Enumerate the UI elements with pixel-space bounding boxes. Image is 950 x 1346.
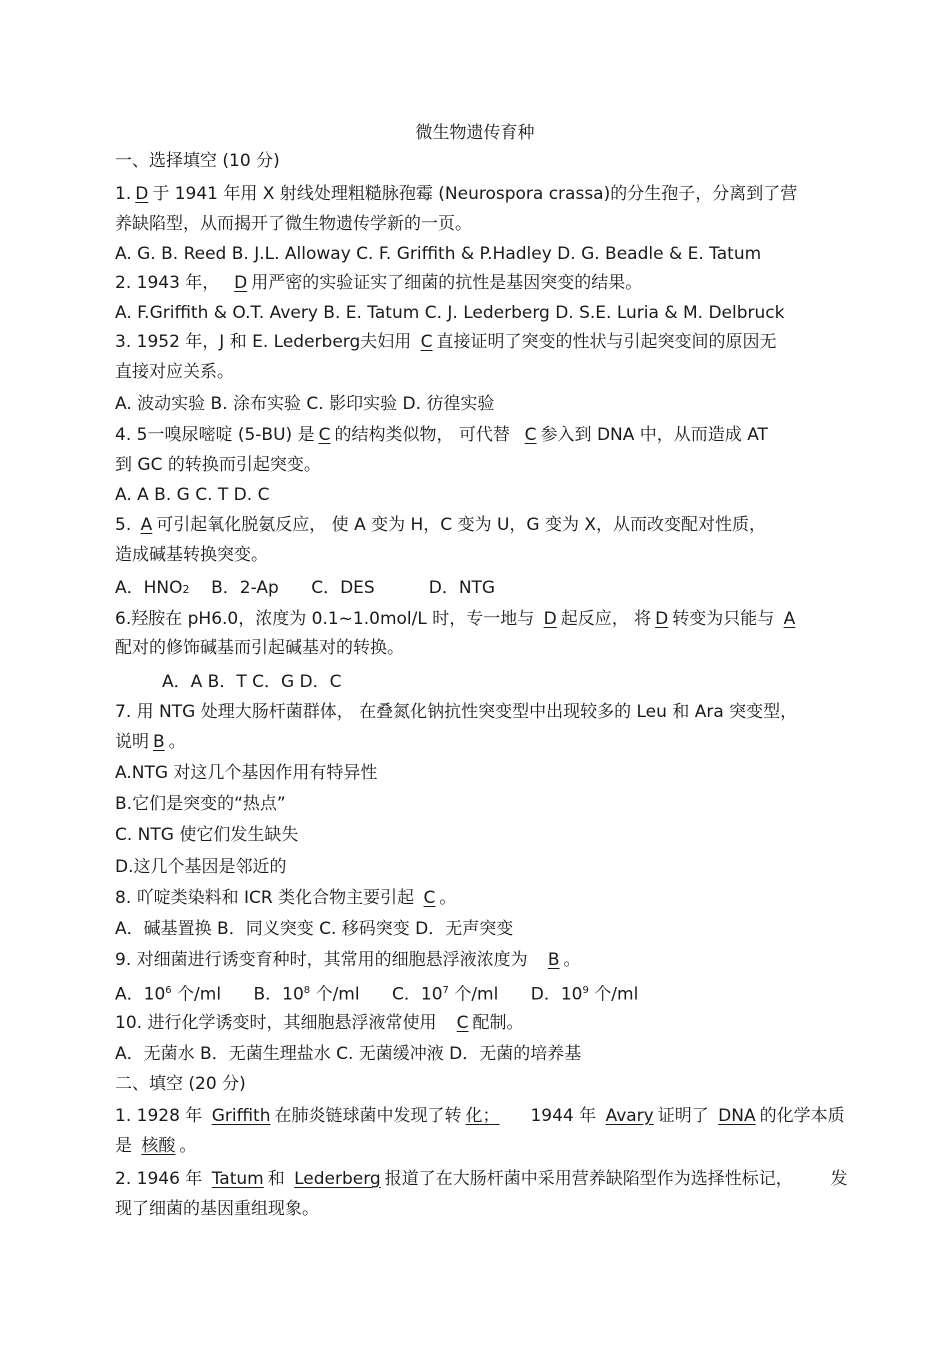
question-7-option-a: A.NTG 对这几个基因作用有特异性	[115, 763, 378, 783]
answer-blank: C	[423, 888, 436, 908]
question-10-line-1: 10. 进行化学诱变时，其细胞悬浮液常使用 C 配制。	[115, 1013, 524, 1033]
question-4-line-1: 4. 5一嗅尿嘧啶 (5-BU) 是 C 的结构类似物， 可代替 C 参入到 DNA 中，从而造成 AT	[115, 425, 768, 445]
page-title: 微生物遗传育种	[415, 123, 535, 143]
fill-1-line-2: 是 核酸 。	[115, 1136, 197, 1156]
question-5-options: A．HNO2 B．2-Ap C．DES D．NTG	[115, 578, 496, 598]
section-heading-choice: 一、选择填空 (10 分)	[115, 151, 280, 171]
question-9-line-1: 9. 对细菌进行诱变育种时，其常用的细胞悬浮液浓度为 B 。	[115, 950, 581, 970]
answer-blank: D	[234, 273, 248, 293]
answer-blank: Tatum	[211, 1169, 264, 1189]
question-6-line-1: 6.羟胺在 pH6.0，浓度为 0.1~1.0mol/L 时，专一地与 D 起反应， 将 D 转变为只能与 A	[115, 608, 840, 630]
question-7-option-c: C. NTG 使它们发生缺失	[115, 825, 299, 845]
question-6-options: A．A B．T C．G D．C	[162, 672, 342, 692]
answer-blank: A	[140, 515, 153, 535]
question-3-line-2: 直接对应关系。	[115, 362, 234, 382]
answer-blank: C	[420, 332, 433, 352]
answer-blank: DNA	[718, 1106, 756, 1126]
answer-blank: Griffith	[211, 1106, 271, 1126]
question-5-line-1: 5. A 可引起氧化脱氨反应， 使 A 变为 H，C 变为 U，G 变为 X，从而改变配对性质，	[115, 515, 767, 535]
answer-blank: C	[456, 1013, 469, 1033]
question-7-line-2: 说明 B 。	[115, 732, 186, 752]
answer-blank: 核酸	[141, 1136, 176, 1156]
answer-blank: D	[135, 184, 149, 204]
answer-blank: C	[318, 425, 331, 445]
fill-1-line-1: 1. 1928 年 Griffith 在肺炎链球菌中发现了转 化； 1944 年 Avary 证明了 DNA 的化学本质	[115, 1106, 845, 1126]
answer-blank: B	[153, 732, 165, 752]
question-2-options: A. F.Griffith & O.T. Avery B. E. Tatum C. J. Lederberg D. S.E. Luria & M. Delbruck	[115, 303, 785, 323]
section-heading-fill: 二、填空 (20 分)	[115, 1074, 246, 1094]
question-6-line-2: 配对的修饰碱基而引起碱基对的转换。	[115, 638, 404, 658]
question-2-line-1: 2. 1943 年， D 用严密的实验证实了细菌的抗性是基因突变的结果。	[115, 273, 643, 293]
question-7-line-1: 7. 用 NTG 处理大肠杆菌群体， 在叠氮化钠抗性突变型中出现较多的 Leu 和 Ara 突变型，	[115, 702, 798, 722]
answer-blank: B	[547, 950, 560, 970]
answer-blank: Avary	[605, 1106, 654, 1126]
answer-blank: Lederberg	[294, 1169, 381, 1189]
question-3-line-1: 3. 1952 年，J 和 E. Lederberg夫妇用 C 直接证明了突变的性状与引起突变间的原因无	[115, 332, 777, 352]
fill-2-line-2: 现了细菌的基因重组现象。	[115, 1199, 319, 1219]
answer-blank: C	[524, 425, 537, 445]
question-8-line-1: 8. 吖啶类染料和 ICR 类化合物主要引起 C 。	[115, 888, 457, 908]
question-1-line-1: 1. D 于 1941 年用 X 射线处理粗糙脉孢霉 (Neurospora crassa)的分生孢子，分离到了营	[115, 184, 798, 204]
answer-blank: 化；	[465, 1106, 500, 1126]
question-4-line-2: 到 GC 的转换而引起突变。	[115, 455, 321, 475]
question-10-options: A．无菌水 B．无菌生理盐水 C. 无菌缓冲液 D．无菌的培养基	[115, 1044, 582, 1064]
answer-blank: A	[783, 609, 796, 629]
answer-blank: D	[543, 609, 557, 629]
question-9-options: A．$10^6$ 个/ml B．$10^8$ 个/ml C．$10^7$ 个/ml D．$10^9$ 个/ml	[115, 984, 639, 1005]
question-3-options: A. 波动实验 B. 涂布实验 C. 影印实验 D. 彷徨实验	[115, 394, 495, 414]
question-8-options: A．碱基置换 B．同义突变 C. 移码突变 D．无声突变	[115, 919, 514, 939]
question-1-line-2: 养缺陷型，从而揭开了微生物遗传学新的一页。	[115, 214, 472, 234]
question-7-option-b: B.它们是突变的“热点”	[115, 794, 286, 814]
fill-2-line-1: 2. 1946 年 Tatum 和 Lederberg 报道了在大肠杆菌中采用营养缺陷型作为选择性标记， 发	[115, 1169, 848, 1189]
question-5-line-2: 造成碱基转换突变。	[115, 545, 268, 565]
question-4-options: A. A B. G C. T D. C	[115, 485, 270, 505]
question-7-option-d: D.这几个基因是邻近的	[115, 857, 287, 877]
answer-blank: D	[655, 609, 669, 629]
question-1-options: A. G. B. Reed B. J.L. Alloway C. F. Griffith & P.Hadley D. G. Beadle & E. Tatum	[115, 244, 762, 264]
